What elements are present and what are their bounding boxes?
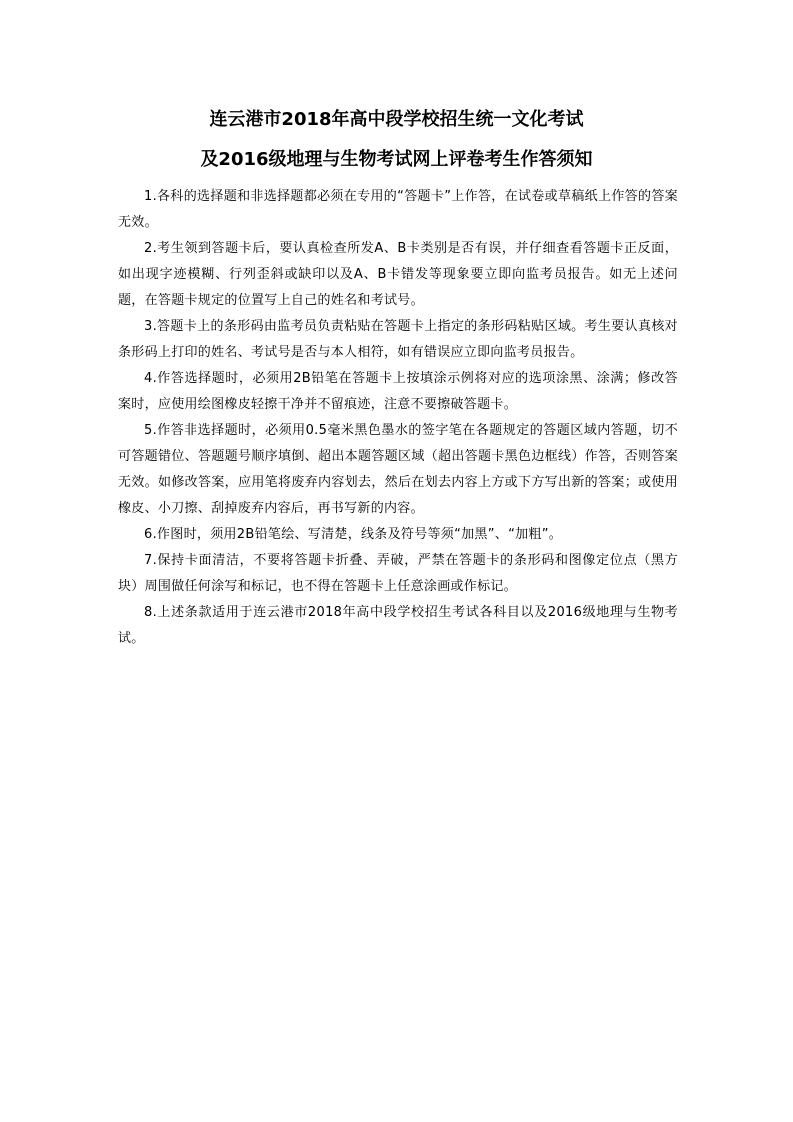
title-line-1: 连云港市2018年高中段学校招生统一文化考试: [209, 109, 584, 130]
instruction-item-6: 6.作图时，须用2B铅笔绘、写清楚，线条及符号等须“加黑”、“加粗”。: [144, 527, 563, 542]
instruction-item-5: 5.作答非选择题时，必须用0.5毫米黑色墨水的签字笔在各题规定的答题区域内答题，切不可答题错位、答题题号顺序填倒、超出本题答题区域（超出答题卡黑色边框线）作答，否则答案无效。如修改答案，应用笔将废弃内容划去，然后在划去内容上方或下方写出新的答案；或使用橡皮、小刀擦、刮掉废弃内容后，再书写新的内容。: [118, 423, 678, 516]
instruction-item-7: 7.保持卡面清洁，不要将答题卡折叠、弄破，严禁在答题卡的条形码和图像定位点（黑方块）周围做任何涂写和标记，也不得在答题卡上任意涂画或作标记。: [118, 553, 678, 594]
instruction-item-2: 2.考生领到答题卡后，要认真检查所发A、B卡类别是否有误，并仔细查看答题卡正反面，如出现字迹模糊、行列歪斜或缺印以及A、B卡错发等现象要立即向监考员报告。如无上述问题，在答题卡规定的位置写上自己的姓名和考试号。: [118, 241, 678, 308]
instructions-list: [118, 184, 678, 652]
instruction-item-8: 8.上述条款适用于连云港市2018年高中段学校招生考试各科目以及2016级地理与生物考试。: [118, 605, 678, 646]
title-line-2: 及2016级地理与生物考试网上评卷考生作答须知: [200, 149, 593, 170]
instruction-item-4: 4.作答选择题时，必须用2B铅笔在答题卡上按填涂示例将对应的选项涂黑、涂满；修改答案时，应使用绘图橡皮轻擦干净并不留痕迹，注意不要擦破答题卡。: [118, 371, 678, 412]
instruction-item-3: 3.答题卡上的条形码由监考员负责粘贴在答题卡上指定的条形码粘贴区域。考生要认真核对条形码上打印的姓名、考试号是否与本人相符，如有错误应立即向监考员报告。: [118, 319, 678, 360]
document-title: [0, 100, 793, 180]
instruction-item-1: 1.各科的选择题和非选择题都必须在专用的“答题卡”上作答，在试卷或草稿纸上作答的答案无效。: [118, 189, 678, 230]
